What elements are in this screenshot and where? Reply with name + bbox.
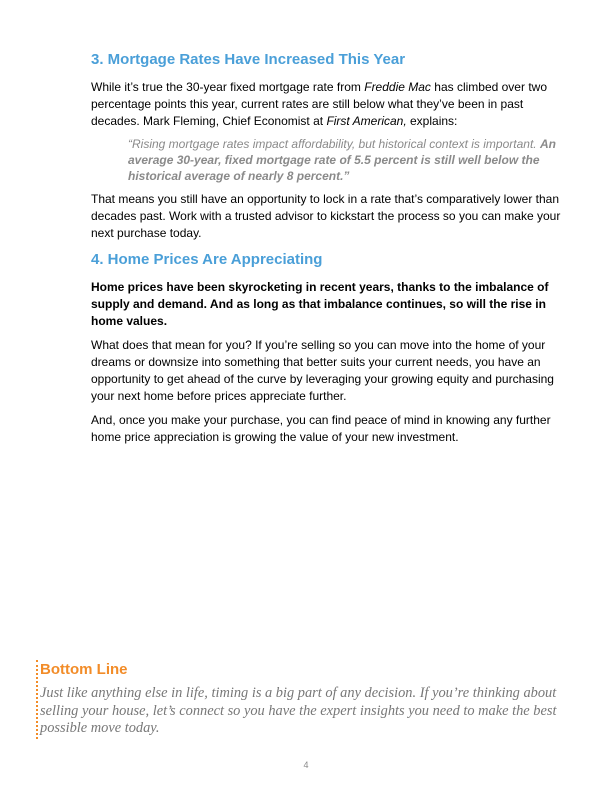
section-3-intro-paragraph [91,79,565,130]
section-4-paragraph-1: What does that mean for you? If you’re selling so you can move into the home of your dreams or downsize into something that better suits your current needs, you have an opportunity to get ahead of the curve by leveraging your growing equity and purchasing your next home before prices appreciate further. [91,338,554,403]
bottom-line-heading: Bottom Line [40,661,128,678]
bottom-line-text: Just like anything else in life, timing is a big part of any decision. If you’re thinking about selling your house, let’s connect so you have the expert insights you need to make the best possible move today. [40,685,557,736]
section-3-conclusion-paragraph: That means you still have an opportunity to lock in a rate that’s comparatively lower than decades past. Work with a trusted advisor to kickstart the process so you can make your next purchase today. [91,192,561,240]
quote-text: “Rising mortgage rates impact affordability, but historical context is important. [128,137,540,151]
intro-text-part-2: has climbed over two percentage points this year, current rates are still below what they’ve been in past decades. Mark Fleming, Chief Economist at [91,80,547,128]
intro-text-part-1: While it’s true the 30-year fixed mortgage rate from [91,80,365,94]
section-4-paragraph-2: And, once you make your purchase, you can find peace of mind in knowing any further home price appreciation is growing the value of your new investment. [91,413,551,444]
source-first-american: First American, [326,114,407,128]
page-number: 4 [303,760,309,770]
section-3-heading: 3. Mortgage Rates Have Increased This Year [91,51,406,68]
source-freddie-mac: Freddie Mac [364,80,431,94]
expert-quote [128,136,565,184]
section-4-heading: 4. Home Prices Are Appreciating [91,251,323,268]
section-4-lead-paragraph: Home prices have been skyrocketing in recent years, thanks to the imbalance of supply and demand. And as long as that imbalance continues, so will the rise in home values. [91,280,549,328]
quote-emphasis: An average 30-year, fixed mortgage rate of 5.5 percent is still well below the historical average of nearly 8 percent.” [128,137,556,183]
intro-text-part-3: explains: [406,114,458,128]
bottom-line-callout [36,660,566,739]
